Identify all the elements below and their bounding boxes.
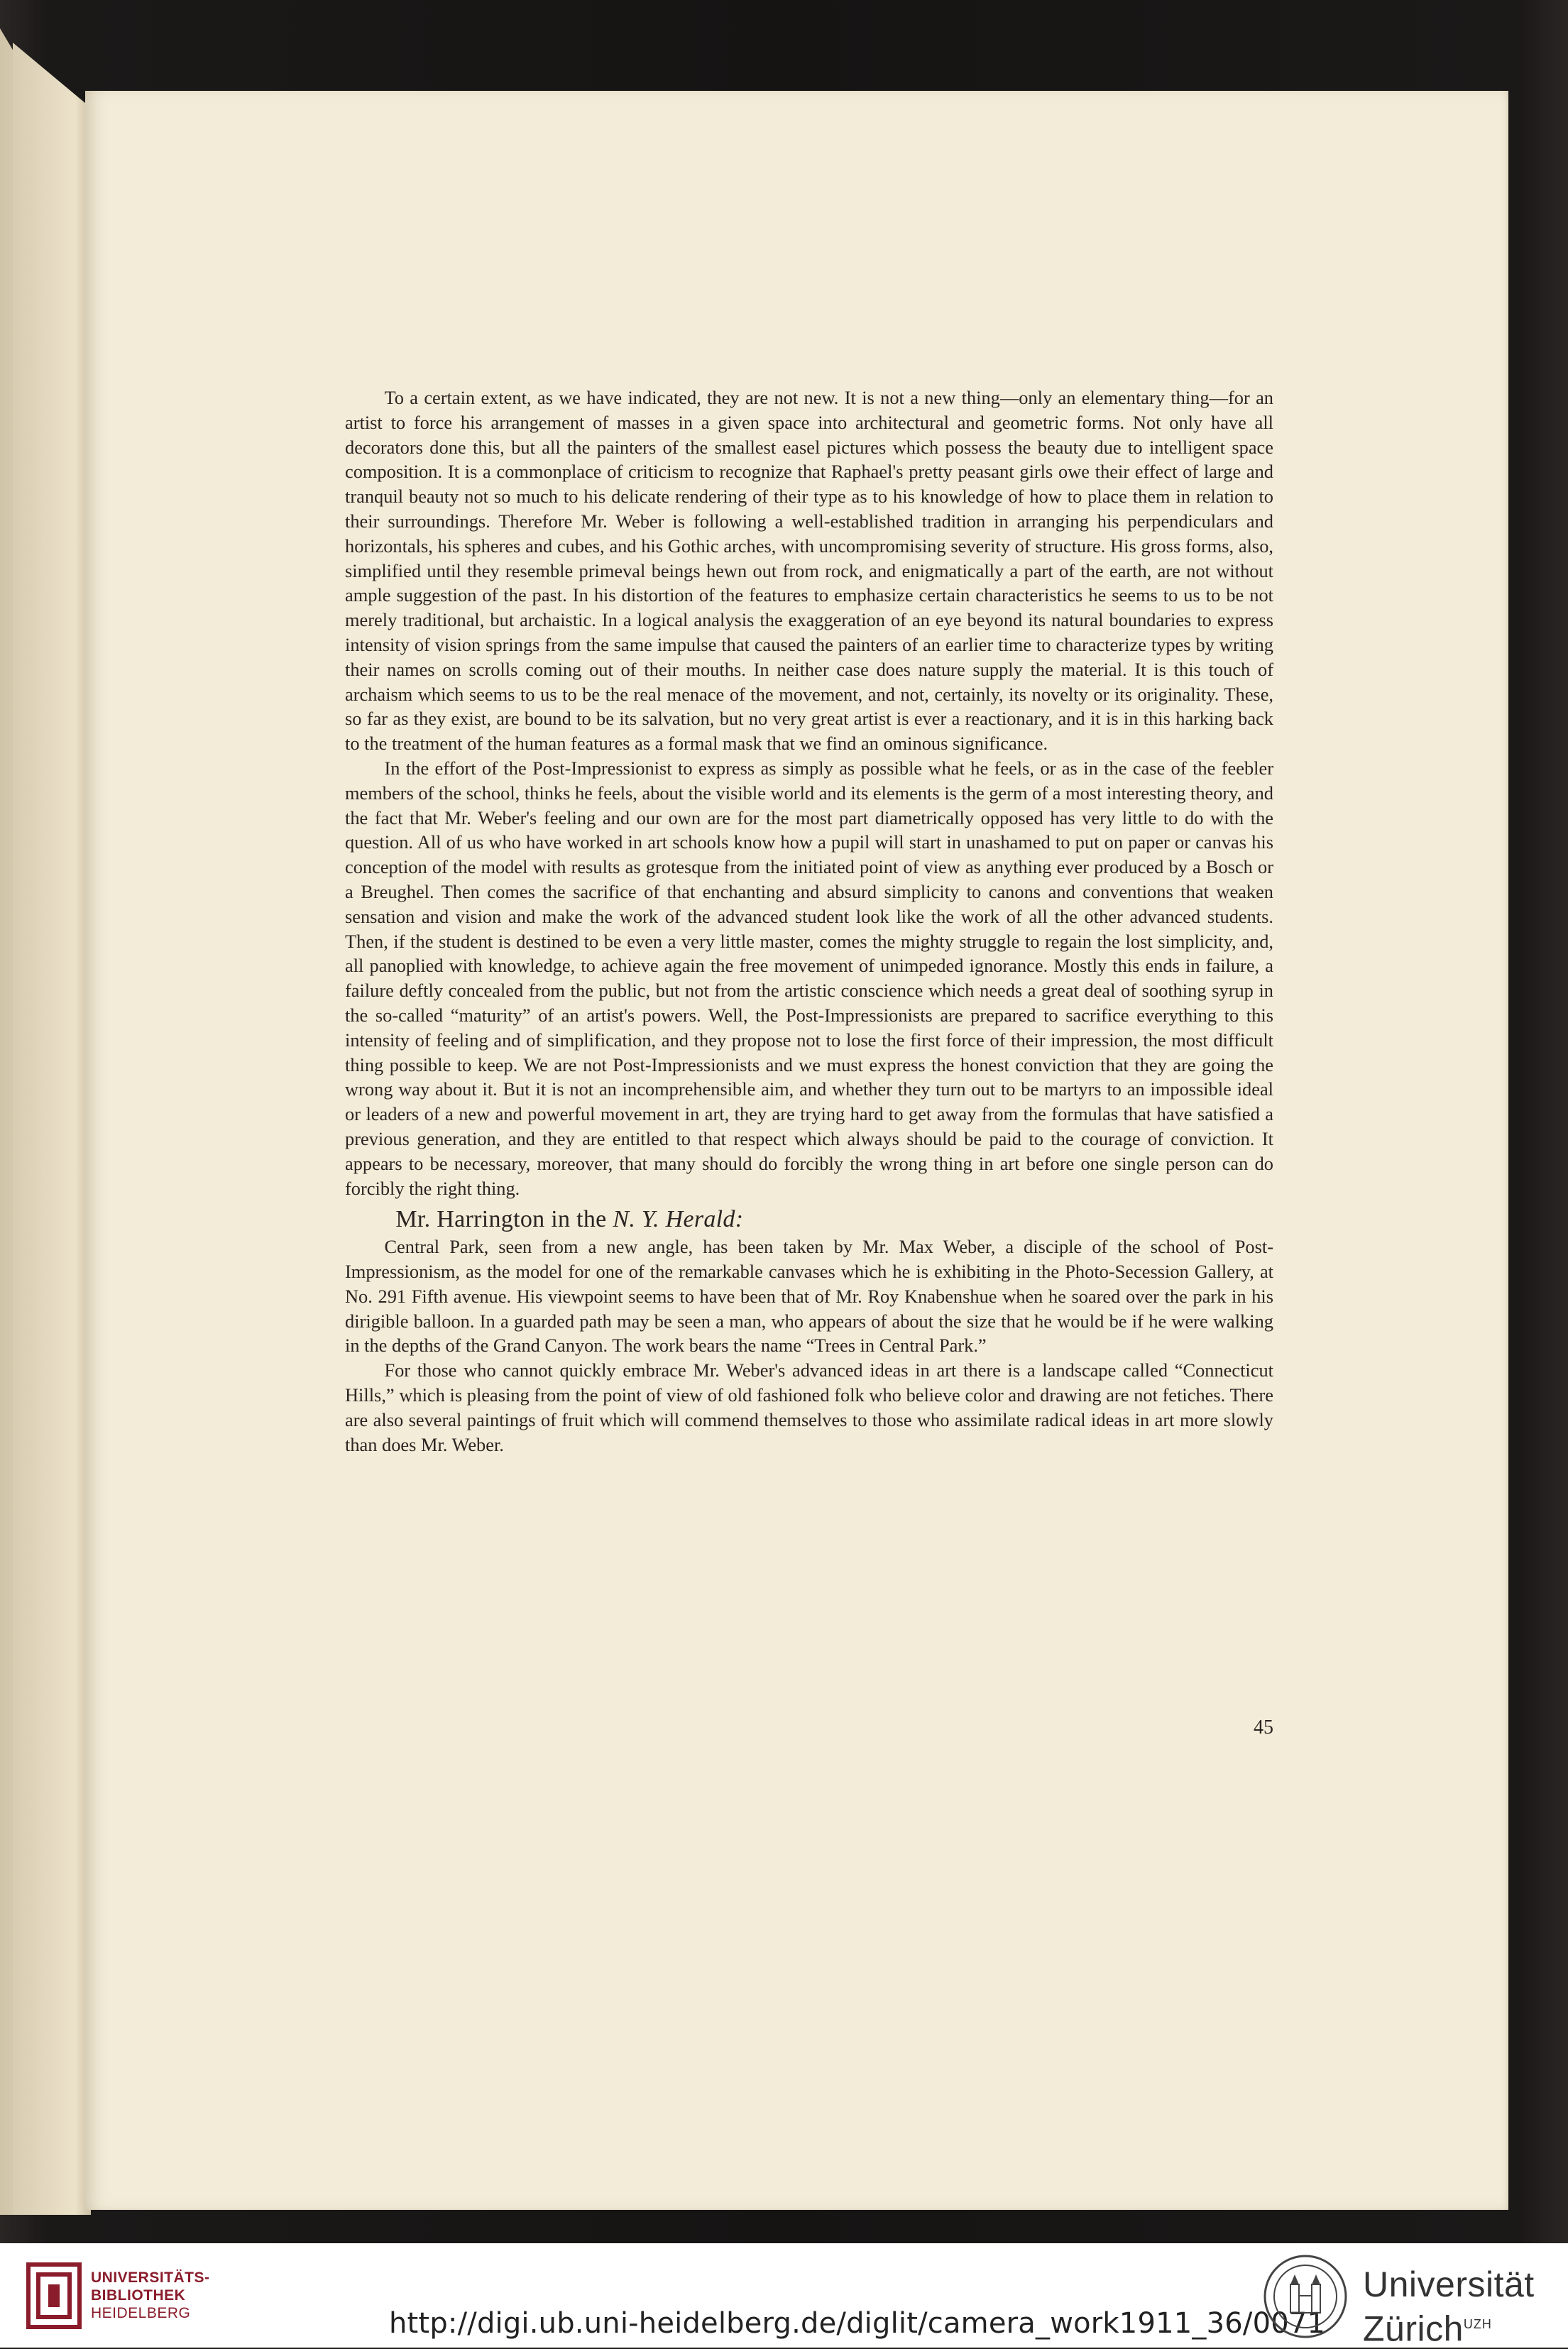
university-city: Zürich	[1363, 2309, 1464, 2349]
university-line-1: Universität	[1363, 2265, 1535, 2304]
book-page	[85, 91, 1508, 2210]
permalink-url[interactable]: http://digi.ub.uni-heidelberg.de/diglit/camera_work1911_36/0071	[389, 2307, 1326, 2340]
paragraph-1: To a certain extent, as we have indicated, they are not new. It is not a new thing—only an elementary thing—for an artist to force his arrangement of masses in a given space into architectural and geometric forms. Not only have all decorators done this, but all the painters of the smallest easel pictures which possess the beauty due to intelligent space composition. It is a commonplace of criticism to recognize that Raphael's pretty peasant girls owe their effect of large and tranquil beauty not so much to his delicate rendering of their type as to his knowledge of how to place them in relation to their surroundings. Therefore Mr. Weber is following a well-established tradition in arranging his perpendiculars and horizontals, his spheres and cubes, and his Gothic arches, with uncompromising severity of structure. His gross forms, also, simplified until they resemble primeval beings hewn out from rock, and enigmatically a part of the earth, are not without ample suggestion of the past. In his distortion of the features to emphasize certain characteristics he seems to us to be not merely traditional, but archaistic. In a logical analysis the exaggeration of an eye beyond its natural boundaries to express intensity of vision springs from the same impulse that caused the painters of an earlier time to characterize types by writing their names on scrolls coming out of their mouths. In neither case does nature supply the material. It is this touch of archaism which seems to us to be the real menace of the movement, and not, certainly, its novelty or its originality. These, so far as they exist, are bound to be its salvation, but no very great artist is ever a reactionary, and it is in this harking back to the treatment of the human features as a formal mask that we find an ominous significance.	[345, 387, 1273, 755]
article-text	[345, 385, 1273, 1457]
uzh-name	[1363, 2265, 1535, 2349]
page-number: 45	[1254, 1716, 1273, 1739]
university-abbr: UZH	[1463, 2317, 1492, 2331]
paragraph-3: Central Park, seen from a new angle, has been taken by Mr. Max Weber, a disciple of the school of Post-Impressionism, as the model for one of the remarkable canvases which he is exhibiting in the Photo-Secession Gallery, at No. 291 Fifth avenue. His viewpoint seems to have been that of Mr. Roy Knabenshue when he soared over the park in his dirigible balloon. In a guarded path may be seen a man, who appears of about the size that he would be if he were walking in the depths of the Grand Canyon. The work bears the name “Trees in Central Park.”	[345, 1236, 1273, 1357]
heidelberg-library-name	[91, 2269, 210, 2322]
library-line-1: UNIVERSITÄTS-	[91, 2269, 210, 2286]
section-heading	[345, 1205, 1273, 1234]
heading-publication: N. Y. Herald:	[613, 1206, 744, 1233]
footer-bar	[0, 2243, 1568, 2348]
paragraph-2: In the effort of the Post-Impressionist to express as simply as possible what he feels, or as in the case of the feebler members of the school, thinks he feels, about the visible world and its elements is the germ of a most interesting theory, and the fact that Mr. Weber's feeling and our own are for the most part diametrically opposed has very little to do with the question. All of us who have worked in art schools know how a pupil will start in unashamed to put on paper or canvas his conception of the model with results as grotesque from the initiated point of view as anything ever produced by a Bosch or a Breughel. Then comes the sacrifice of that enchanting and absurd simplicity to canons and conventions that weaken sensation and vision and make the work of the advanced student look like the work of all the other advanced students. Then, if the student is destined to be even a very little master, comes the mighty struggle to regain the lost simplicity, and, all panoplied with knowledge, to achieve again the free movement of unimpeded ignorance. Mostly this ends in failure, a failure deftly concealed from the public, but not from the artistic conscience which needs a great deal of soothing syrup in the so-called “maturity” of an artist's powers. Well, the Post-Impressionists are prepared to sacrifice everything to this intensity of feeling and of simplification, and they propose not to lose the first force of their impression, the most difficult thing possible to keep. We are not Post-Impressionists and we must express the honest conviction that they are going the wrong way about it. But it is not an incomprehensible aim, and whether they turn out to be martyrs to an impossible ideal or leaders of a new and powerful movement in art, they are trying hard to get away from the formulas that have satisfied a previous generation, and they are entitled to that respect which always should be paid to the courage of conviction. It appears to be necessary, moreover, that many should do forcibly the wrong thing in art before one single person can do forcibly the right thing.	[345, 757, 1273, 1199]
page-edge-inner	[13, 43, 91, 2215]
library-line-2: BIBLIOTHEK	[91, 2287, 186, 2304]
heading-prefix: Mr. Harrington in the	[395, 1206, 613, 1233]
university-line-2	[1363, 2304, 1535, 2349]
paragraph-4: For those who cannot quickly embrace Mr. Weber's advanced ideas in art there is a landscape called “Connecticut Hills,” which is pleasing from the point of view of old fashioned folk who believe color and drawing are not fetiches. There are also several paintings of fruit which will commend themselves to those who assimilate radical ideas in art more slowly than does Mr. Weber.	[345, 1359, 1273, 1455]
heidelberg-library-logo-icon[interactable]	[26, 2262, 82, 2330]
uzh-seal-icon[interactable]	[1262, 2253, 1349, 2340]
library-line-3: HEIDELBERG	[91, 2305, 191, 2321]
